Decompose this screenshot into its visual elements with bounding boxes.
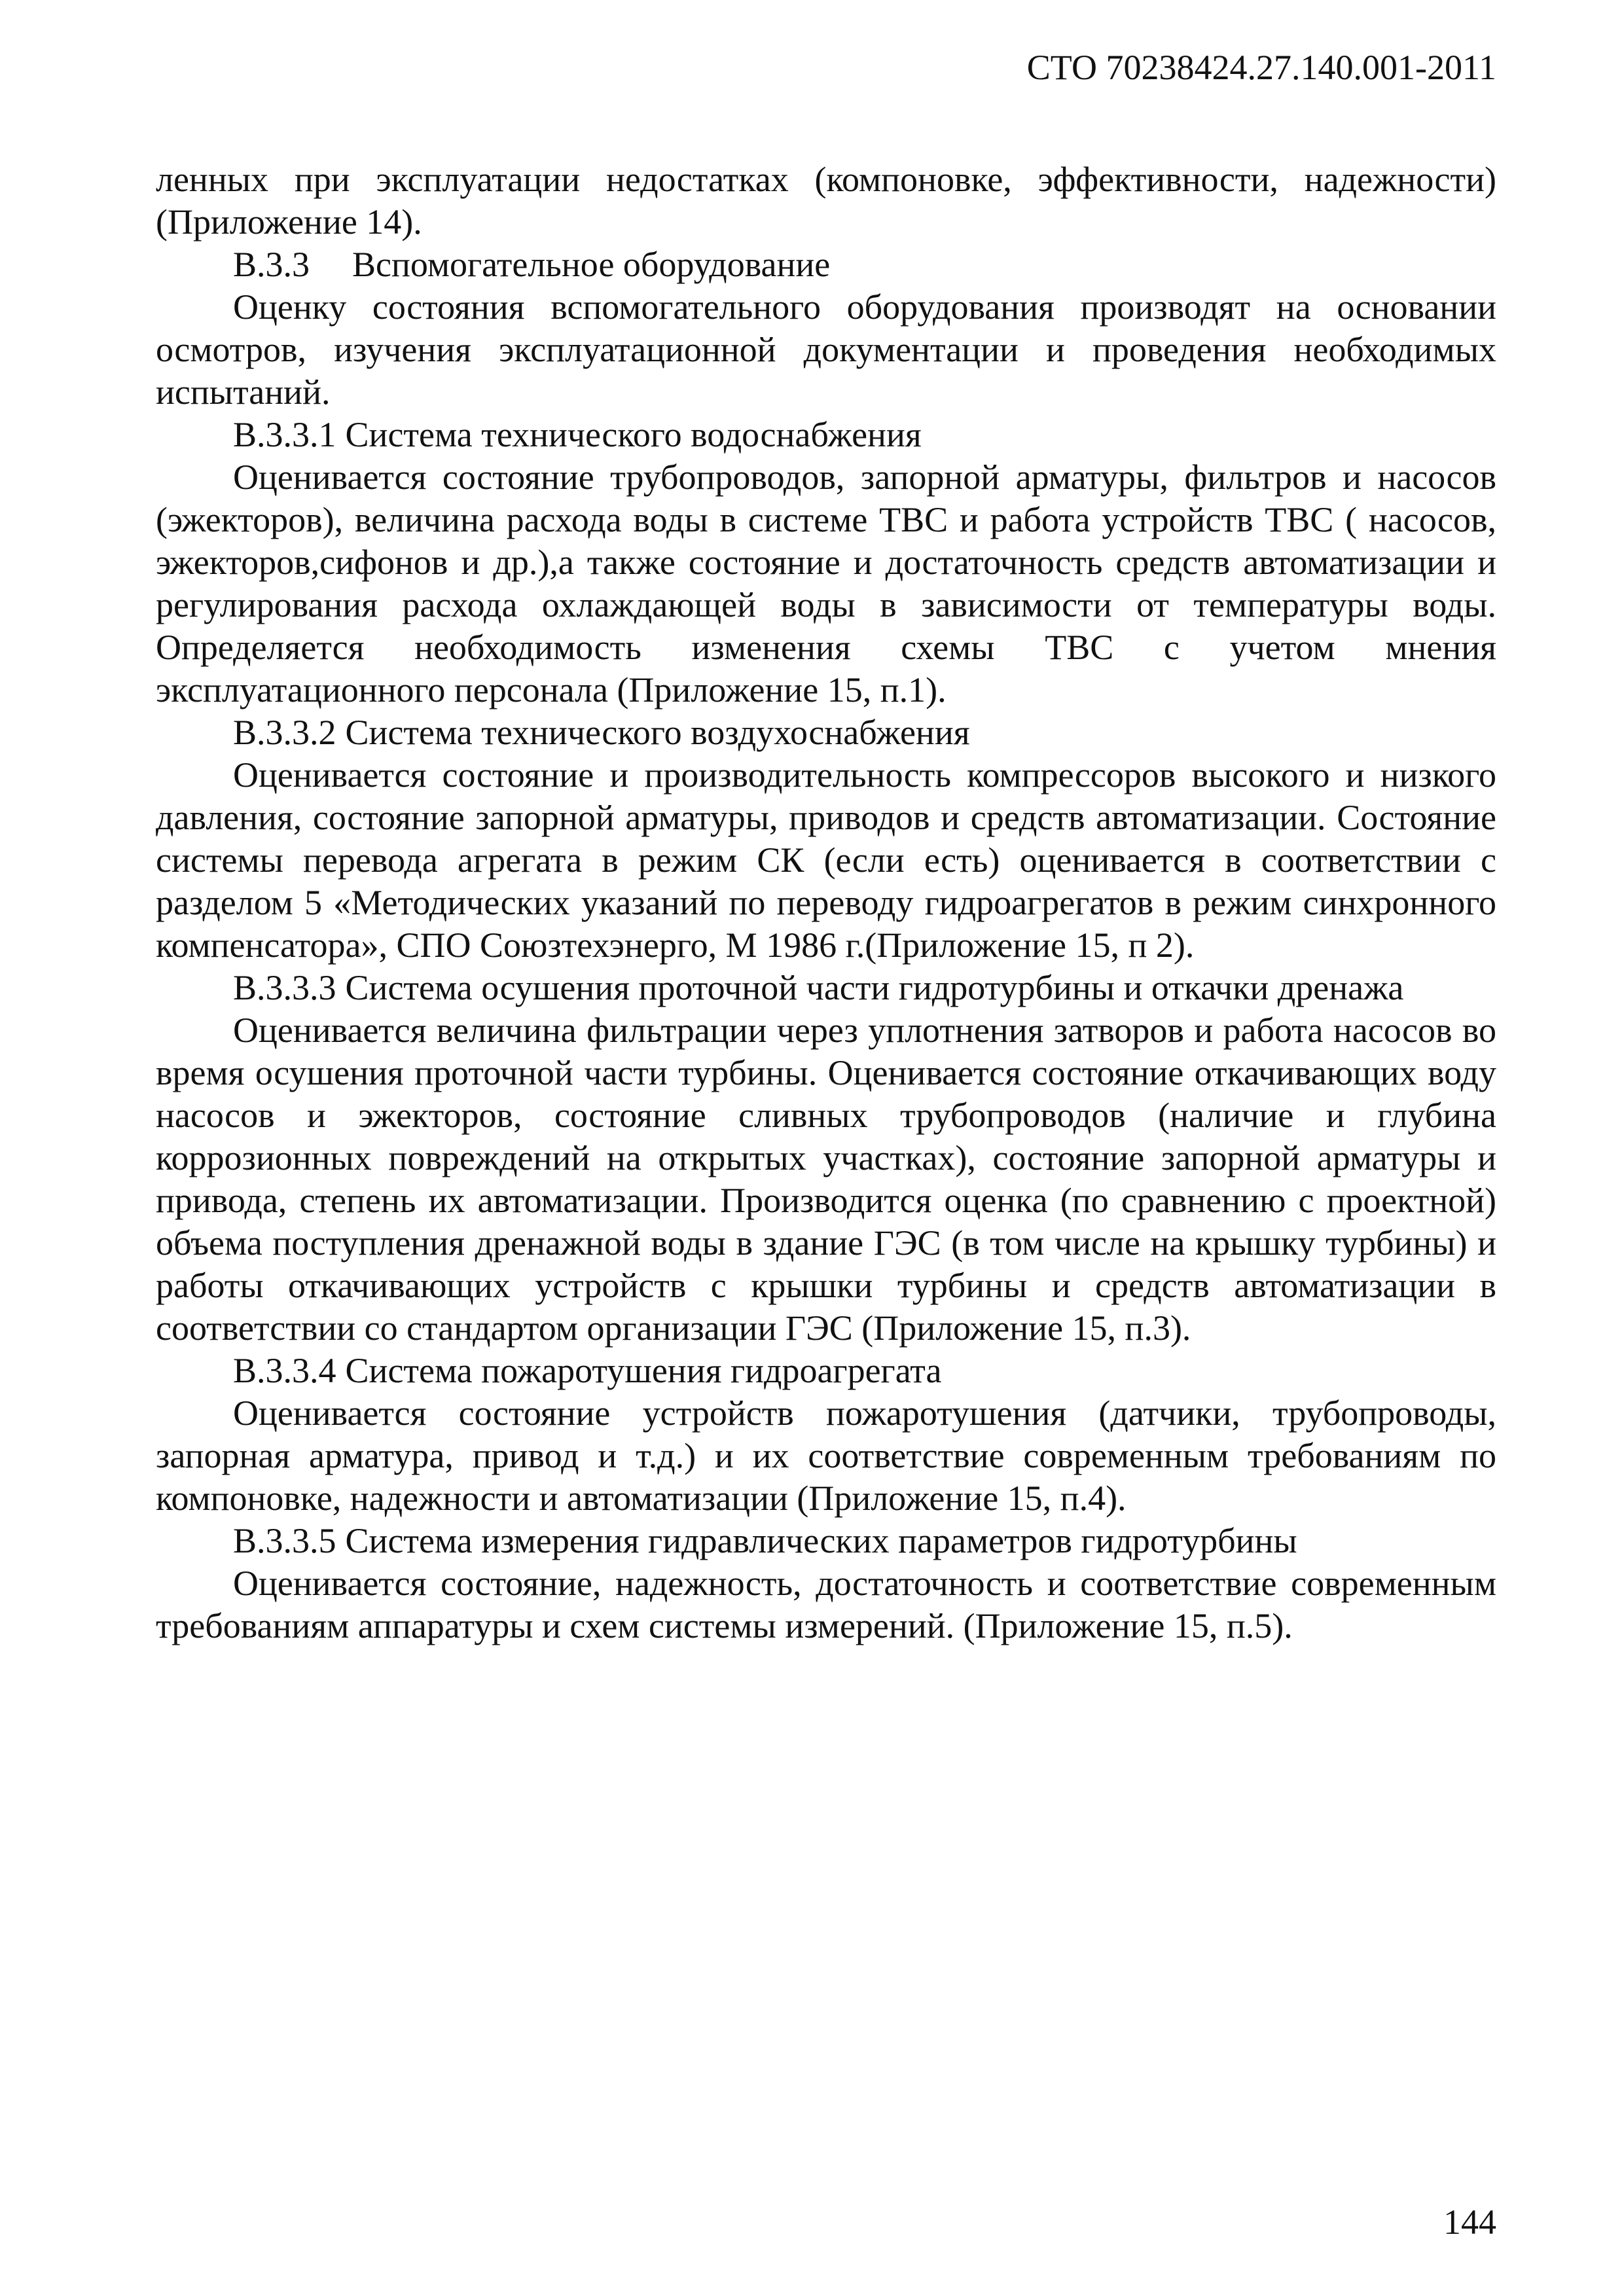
paragraph-b333: Оценку состояния вспомогательного оборудования производят на основании осмотров, изучения эксплуатационной документации и проведения необходимых испытаний. <box>156 287 1496 412</box>
section-title: Система технического водоснабжения <box>345 415 922 454</box>
paragraph-b3333: Оценивается величина фильтрации через уплотнения затворов и работа насосов во время осушения проточной части турбины. Оценивается состояние откачивающих воду насосов и эжекторов, состояние сливных трубопроводов (наличие и глубина коррозионных повреждений на открытых участках), состояние запорной арматуры и привода, степень их автоматизации. Производится оценка (по сравнению с проектной) объема поступления дренажной воды в здание ГЭС (в том числе на крышку турбины) и работы откачивающих устройств с крышки турбины и средств автоматизации в соответствии со стандартом организации ГЭС (Приложение 15, п.3). <box>156 1011 1496 1348</box>
section-number: В.3.3 <box>233 245 310 284</box>
section-number: В.3.3.4 <box>233 1351 336 1390</box>
paragraph-intro: ленных при эксплуатации недостатках (компоновке, эффективности, надежности) (Приложение 14). <box>156 160 1496 242</box>
section-number: В.3.3.1 <box>233 415 336 454</box>
section-title: Система технического воздухоснабжения <box>345 713 970 752</box>
paragraph-b3332: Оценивается состояние и производительность компрессоров высокого и низкого давления, состояние запорной арматуры, приводов и средств автоматизации. Состояние системы перевода агрегата в режим СК (если есть) оценивается в соответствии с разделом 5 «Методических указаний по переводу гидроагрегатов в режим синхронного компенсатора», СПО Союзтехэнерго, М 1986 г.(Приложение 15, п 2). <box>156 755 1496 965</box>
document-code-header: СТО 70238424.27.140.001-2011 <box>1026 48 1496 87</box>
section-title: Вспомогательное оборудование <box>352 245 831 284</box>
section-number: В.3.3.5 <box>233 1521 336 1560</box>
section-title: Система осушения проточной части гидротурбины и откачки дренажа <box>345 968 1404 1007</box>
paragraph-b3335: Оценивается состояние, надежность, достаточность и соответствие современным требованиям аппаратуры и схем системы измерений. (Приложение 15, п.5). <box>156 1564 1496 1645</box>
page-number: 144 <box>1443 2202 1496 2242</box>
section-number: В.3.3.2 <box>233 713 336 752</box>
section-heading-b3331 <box>156 414 1496 456</box>
section-title: Система измерения гидравлических параметров гидротурбины <box>345 1521 1297 1560</box>
section-heading-b3333 <box>156 967 1496 1009</box>
section-heading-b333 <box>156 243 1496 286</box>
section-heading-b3334 <box>156 1350 1496 1392</box>
section-number: В.3.3.3 <box>233 968 336 1007</box>
document-body <box>156 158 1496 1647</box>
section-heading-b3332 <box>156 711 1496 754</box>
section-title: Система пожаротушения гидроагрегата <box>345 1351 942 1390</box>
paragraph-b3331: Оценивается состояние трубопроводов, запорной арматуры, фильтров и насосов (эжекторов), величина расхода воды в системе ТВС и работа устройств ТВС ( насосов, эжекторов,сифонов и др.),а также состояние и достаточность средств автоматизации и регулирования расхода охлаждающей воды в зависимости от температуры воды. Определяется необходимость изменения схемы ТВС с учетом мнения эксплуатационного персонала (Приложение 15, п.1). <box>156 457 1496 709</box>
section-heading-b3335 <box>156 1520 1496 1562</box>
paragraph-b3334: Оценивается состояние устройств пожаротушения (датчики, трубопроводы, запорная арматура, привод и т.д.) и их соответствие современным требованиям по компоновке, надежности и автоматизации (Приложение 15, п.4). <box>156 1393 1496 1518</box>
